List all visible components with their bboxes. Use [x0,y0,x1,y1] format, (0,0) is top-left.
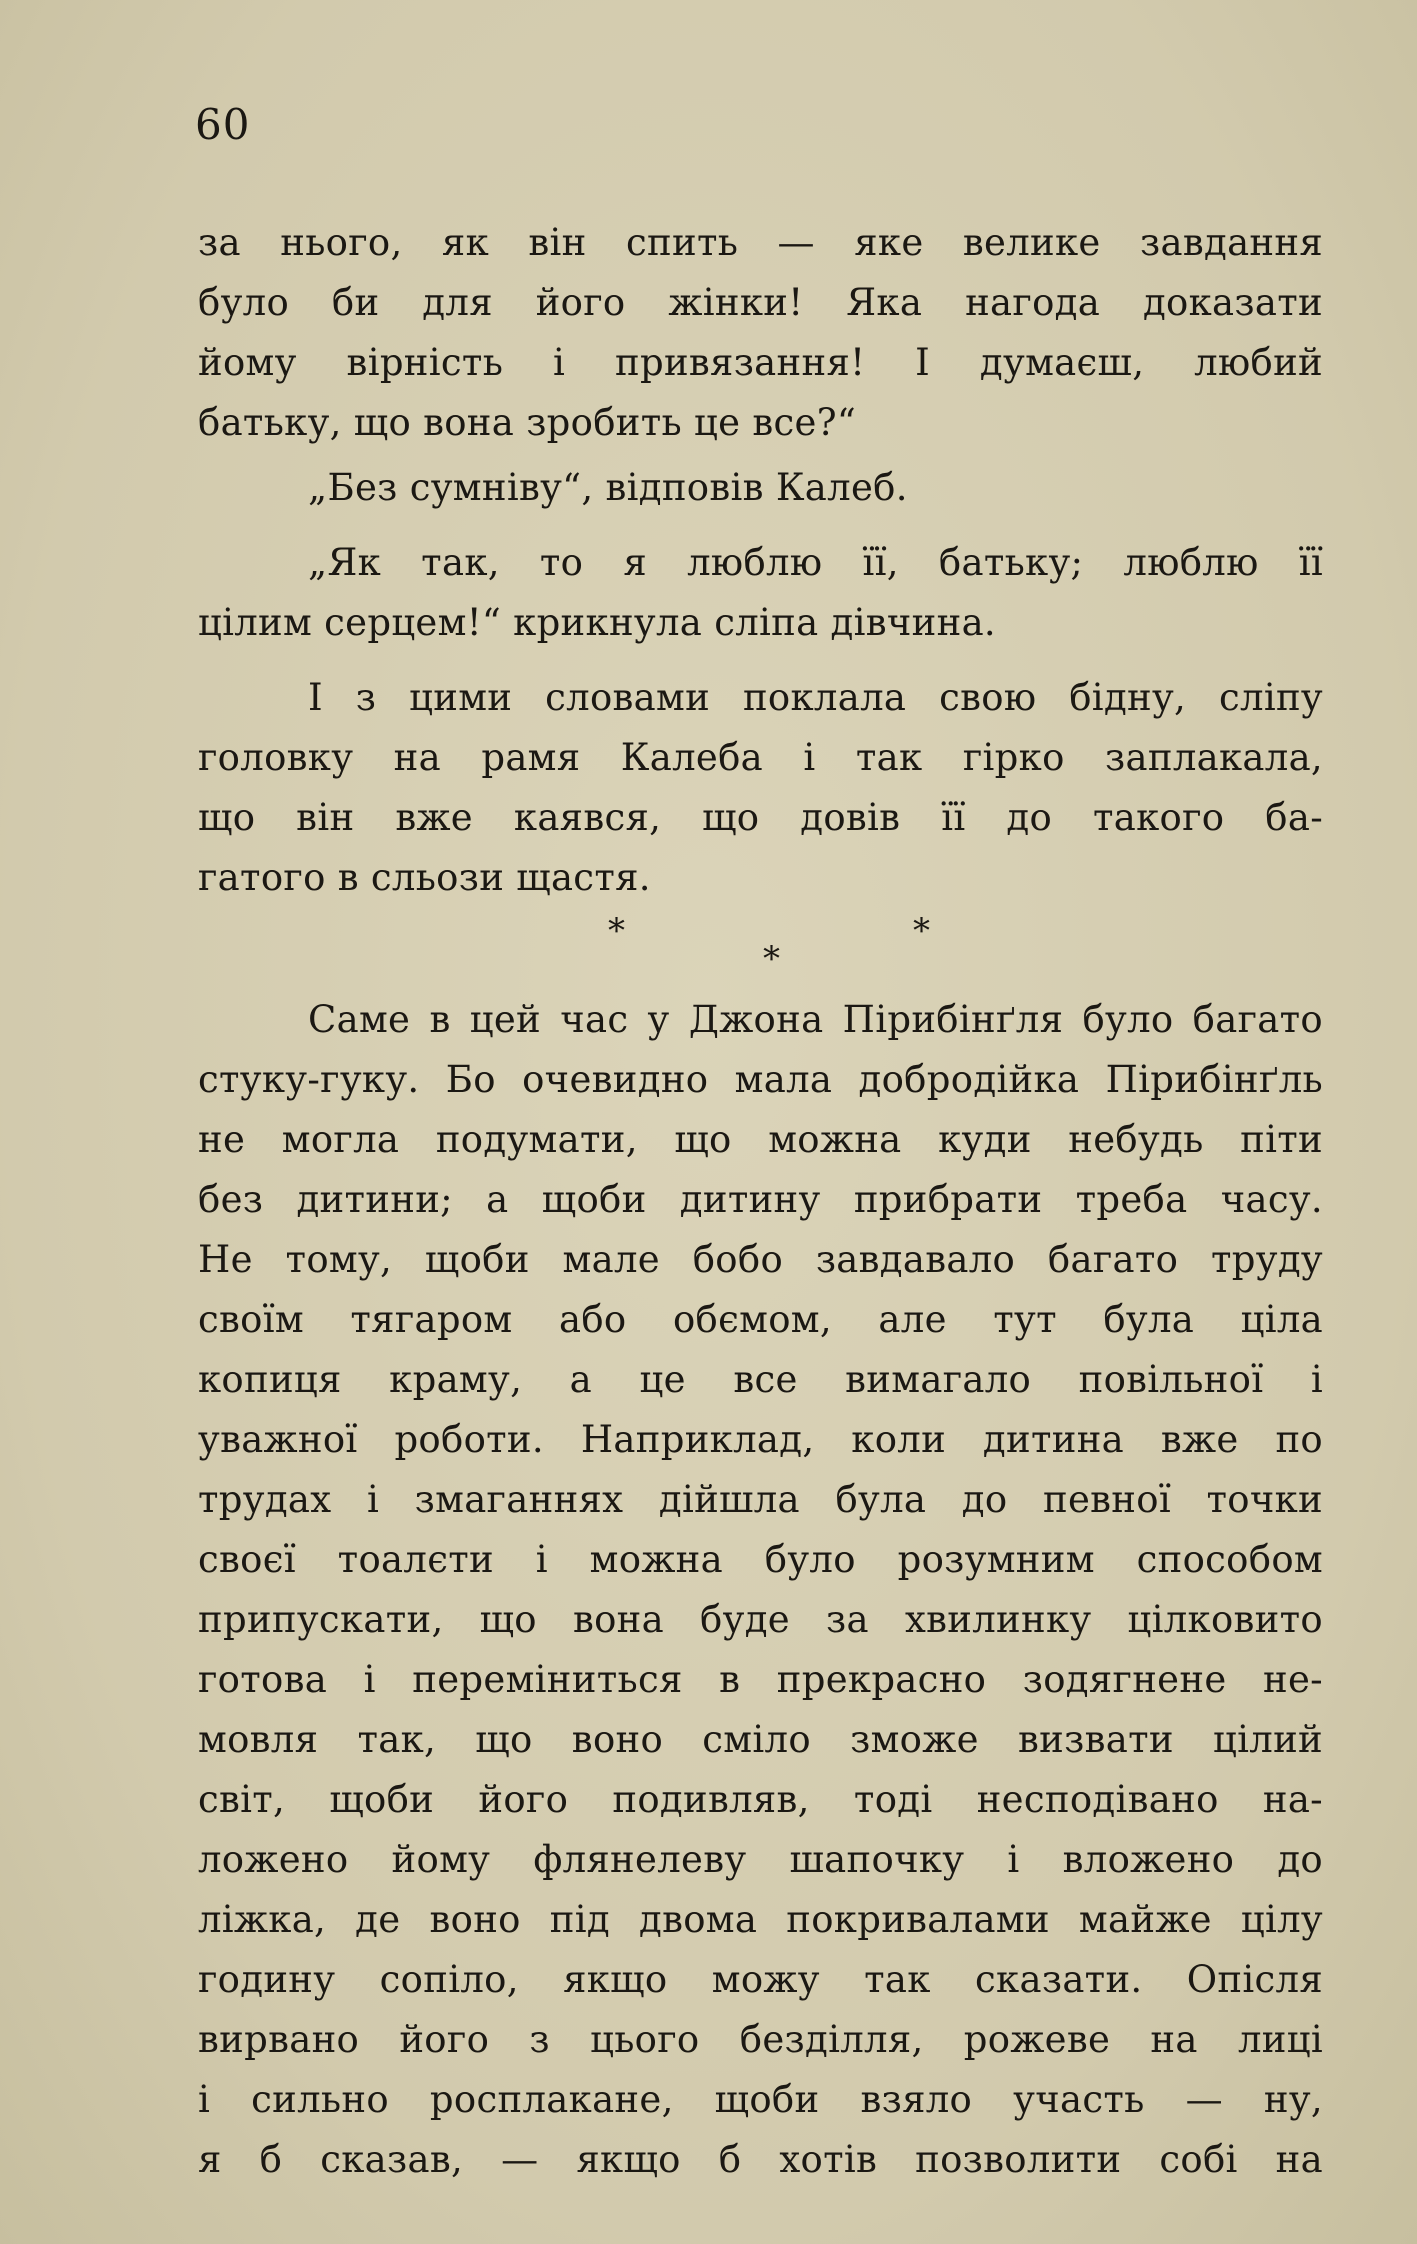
text-line: Не тому, щоби мале бобо завдавало багато труду [198,1238,1323,1281]
text-line: без дитини; а щоби дитину прибрати треба часу. [198,1178,1323,1221]
text-line: головку на рамя Калеба і так гірко заплакала, [198,736,1323,779]
text-line: стуку-гуку. Бо очевидно мала добродійка Пірибінґль [198,1058,1323,1101]
text-line: своєї тоалєти і можна було розумним способом [198,1538,1323,1581]
text-line: уважної роботи. Наприклад, коли дитина вже по [198,1418,1323,1461]
text-line: припускати, що вона буде за хвилинку цілковито [198,1598,1323,1641]
text-line: не могла подумати, що можна куди небудь піти [198,1118,1323,1161]
text-line: своїм тягаром або обємом, але тут була ціла [198,1298,1323,1341]
text-line: за нього, як він спить — яке велике завдання [198,221,1323,264]
text-line: І з цими словами поклала свою бідну, сліпу [308,676,1323,719]
separator-star: * [608,911,625,951]
separator-star: * [763,939,780,979]
text-line: Саме в цей час у Джона Пірибінґля було багато [308,998,1323,1041]
text-line: і сильно росплакане, щоби взяло участь — ну, [198,2078,1323,2121]
text-line: вирвано його з цього безділля, рожеве на лиці [198,2018,1323,2061]
text-line: готова і переміниться в прекрасно зодягнене не- [198,1658,1323,1701]
text-line: світ, щоби його подивляв, тоді несподівано на- [198,1778,1323,1821]
text-line: гатого в сльози щастя. [198,856,651,899]
text-line: йому вірність і привязання! І думаєш, любий [198,341,1323,384]
text-line: що він вже каявся, що довів її до такого ба- [198,796,1323,839]
text-line: було би для його жінки! Яка нагода доказати [198,281,1323,324]
text-line: ліжка, де воно під двома покривалами майже цілу [198,1898,1323,1941]
page-number: 60 [195,100,251,149]
text-line: я б сказав, — якщо б хотів позволити собі на [198,2138,1323,2181]
text-line: годину сопіло, якщо можу так сказати. Опісля [198,1958,1323,2001]
text-line: копиця краму, а це все вимагало повільної і [198,1358,1323,1401]
text-line: „Без сумніву“, відповів Калеб. [308,466,908,509]
text-line: мовля так, що воно сміло зможе визвати цілий [198,1718,1323,1761]
text-line: „Як так, то я люблю її, батьку; люблю її [308,541,1323,584]
text-line: цілим серцем!“ крикнула сліпа дівчина. [198,601,996,644]
separator-star: * [913,911,930,951]
section-separator [0,910,1417,980]
text-line: батьку, що вона зробить це все?“ [198,401,857,444]
text-line: трудах і змаганнях дійшла була до певної точки [198,1478,1323,1521]
text-line: ложено йому флянелеву шапочку і вложено до [198,1838,1323,1881]
